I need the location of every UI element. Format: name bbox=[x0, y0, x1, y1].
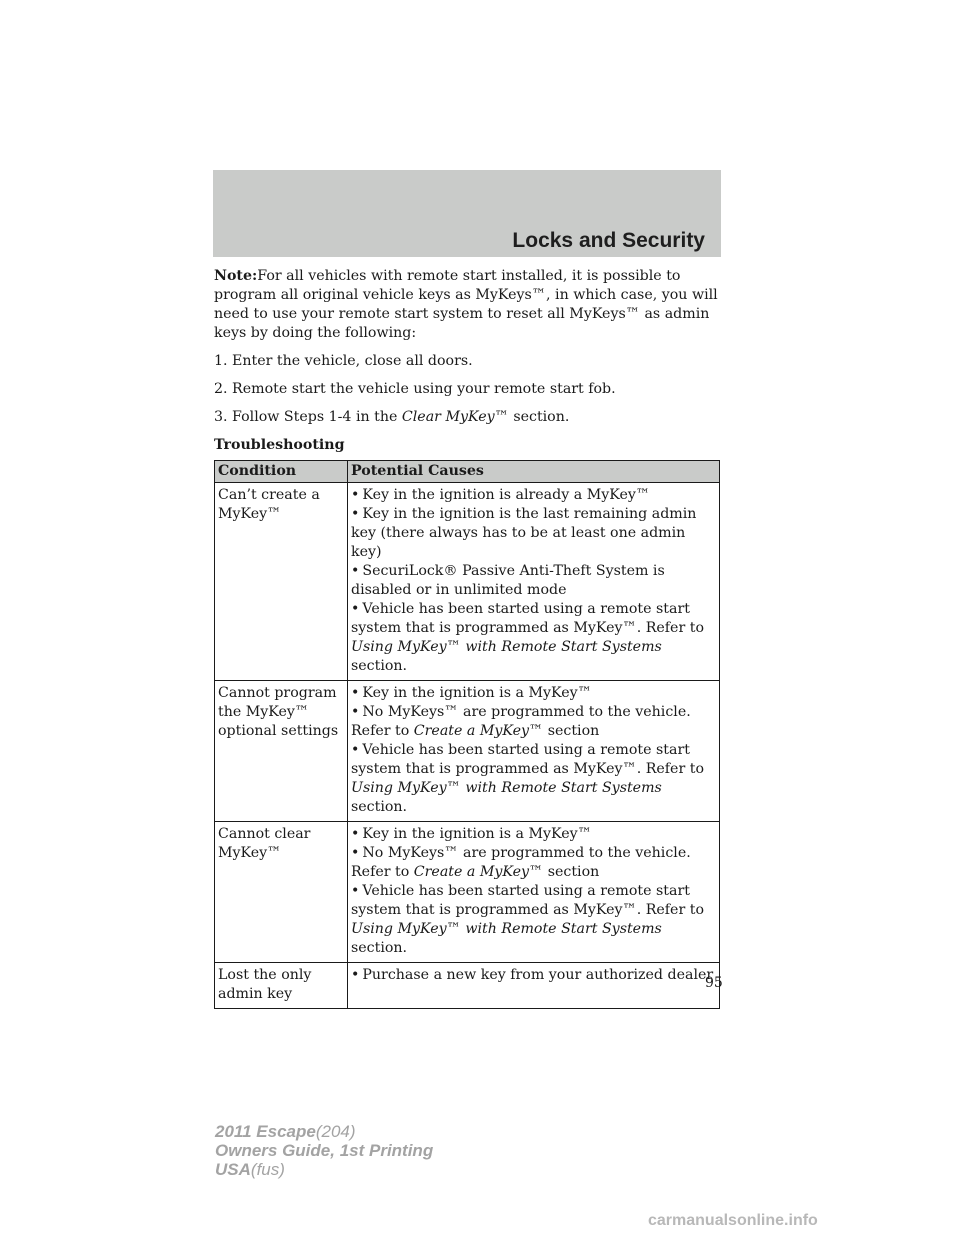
causes-cell bbox=[348, 681, 720, 822]
table-body bbox=[215, 483, 720, 1009]
bullet-icon: • bbox=[351, 563, 360, 579]
bullet-icon: • bbox=[351, 826, 360, 842]
condition-cell: Lost the only admin key bbox=[215, 963, 348, 1009]
bullet-icon: • bbox=[351, 704, 360, 720]
step-2: 2. Remote start the vehicle using your remote start fob. bbox=[214, 381, 616, 397]
cause-item: • Purchase a new key from your authorized dealer bbox=[351, 967, 714, 983]
section-reference: Using MyKey™ with Remote Start Systems bbox=[351, 780, 662, 796]
cause-item: • Vehicle has been started using a remote start system that is programmed as MyKey™. Refer to Using MyKey™ with Remote Start Systems section. bbox=[351, 742, 704, 815]
section-reference: Create a MyKey™ bbox=[413, 864, 544, 880]
footer-line-1: 2011 Escape(204) bbox=[215, 1122, 356, 1141]
bullet-icon: • bbox=[351, 883, 360, 899]
causes-cell bbox=[348, 483, 720, 681]
clear-mykey-reference: Clear MyKey™ bbox=[401, 409, 509, 425]
step-1: 1. Enter the vehicle, close all doors. bbox=[214, 353, 473, 369]
table-row bbox=[215, 822, 720, 963]
condition-cell: Cannot program the MyKey™ optional settings bbox=[215, 681, 348, 822]
page-number: 95 bbox=[705, 975, 723, 991]
cause-item: • Vehicle has been started using a remote start system that is programmed as MyKey™. Refer to Using MyKey™ with Remote Start Systems section. bbox=[351, 601, 704, 674]
troubleshooting-table bbox=[214, 460, 720, 1009]
section-reference: Create a MyKey™ bbox=[413, 723, 544, 739]
footer-line-3: USA(fus) bbox=[215, 1160, 285, 1179]
note-label: Note: bbox=[214, 268, 258, 284]
table-header-row bbox=[215, 461, 720, 483]
note-paragraph bbox=[214, 267, 720, 343]
condition-cell: Cannot clear MyKey™ bbox=[215, 822, 348, 963]
bullet-icon: • bbox=[351, 506, 360, 522]
table-row bbox=[215, 483, 720, 681]
note-text: For all vehicles with remote start installed, it is possible to program all original vehicle keys as MyKeys™, in which case, you will need to use your remote start system to reset all MyKeys™ as admin keys by doing the following: bbox=[214, 268, 718, 341]
column-header-condition: Condition bbox=[215, 461, 348, 483]
bullet-icon: • bbox=[351, 845, 360, 861]
print-footer bbox=[215, 1122, 433, 1179]
cause-item: • Key in the ignition is a MyKey™ bbox=[351, 685, 592, 701]
watermark-text: carmanualsonline.info bbox=[648, 1212, 818, 1229]
footer-line-2: Owners Guide, 1st Printing bbox=[215, 1141, 434, 1160]
causes-cell bbox=[348, 963, 720, 1009]
troubleshooting-heading: Troubleshooting bbox=[214, 437, 345, 453]
section-title: Locks and Security bbox=[512, 229, 705, 252]
column-header-causes: Potential Causes bbox=[348, 461, 720, 483]
table-row bbox=[215, 963, 720, 1009]
cause-item: • No MyKeys™ are programmed to the vehicle. Refer to Create a MyKey™ section bbox=[351, 704, 691, 739]
cause-item: • Key in the ignition is already a MyKey™ bbox=[351, 487, 651, 503]
section-reference: Using MyKey™ with Remote Start Systems bbox=[351, 921, 662, 937]
step-3: 3. Follow Steps 1-4 in the Clear MyKey™ section. bbox=[214, 409, 570, 425]
cause-item: • Key in the ignition is the last remaining admin key (there always has to be at least one admin key) bbox=[351, 506, 697, 560]
cause-item: • Key in the ignition is a MyKey™ bbox=[351, 826, 592, 842]
bullet-icon: • bbox=[351, 685, 360, 701]
section-header-band bbox=[213, 170, 721, 257]
causes-cell bbox=[348, 822, 720, 963]
cause-item: • SecuriLock® Passive Anti-Theft System is disabled or in unlimited mode bbox=[351, 563, 665, 598]
bullet-icon: • bbox=[351, 967, 360, 983]
page-content bbox=[214, 267, 720, 1009]
bullet-icon: • bbox=[351, 487, 360, 503]
table-row bbox=[215, 681, 720, 822]
cause-item: • No MyKeys™ are programmed to the vehicle. Refer to Create a MyKey™ section bbox=[351, 845, 691, 880]
section-reference: Using MyKey™ with Remote Start Systems bbox=[351, 639, 662, 655]
bullet-icon: • bbox=[351, 601, 360, 617]
bullet-icon: • bbox=[351, 742, 360, 758]
cause-item: • Vehicle has been started using a remote start system that is programmed as MyKey™. Refer to Using MyKey™ with Remote Start Systems section. bbox=[351, 883, 704, 956]
condition-cell: Can’t create a MyKey™ bbox=[215, 483, 348, 681]
